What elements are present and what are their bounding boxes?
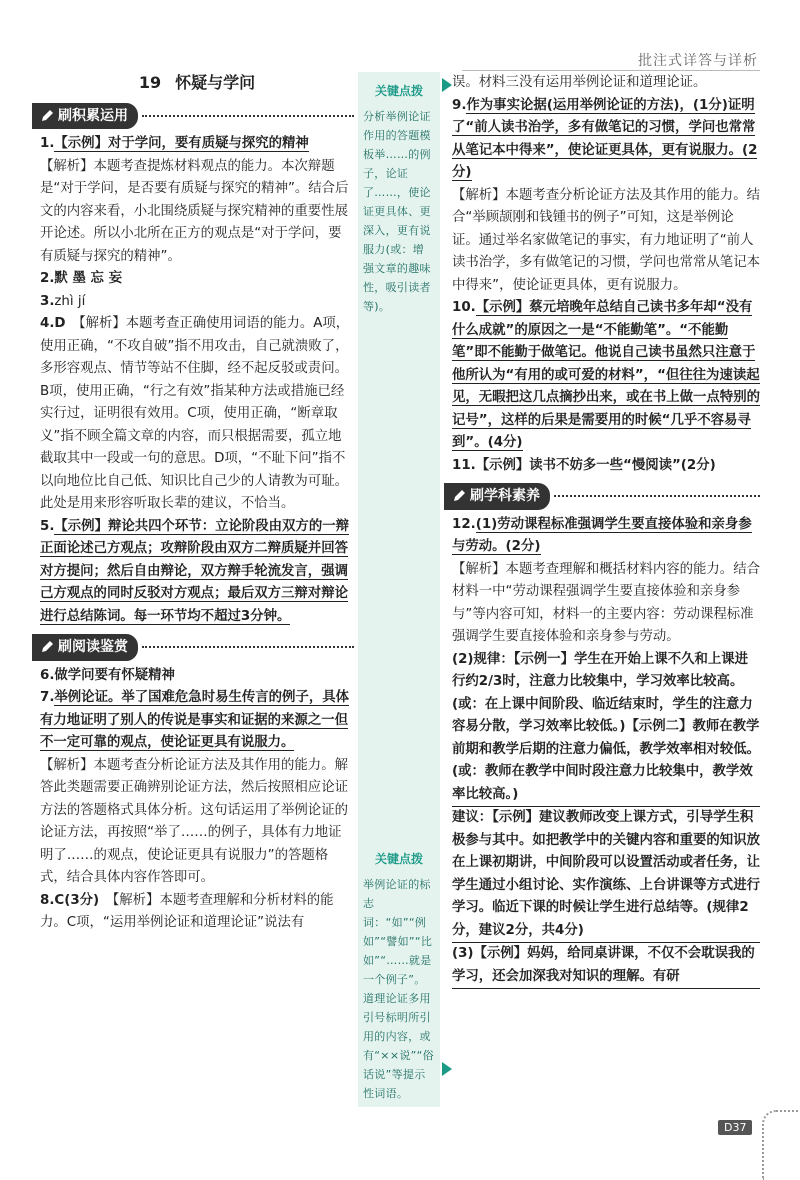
lesson-title: 怀疑与学问 [175, 73, 256, 92]
tip-1-body: 分析举例论证作用的答题模板举……的例子，论证了……，使论证更具体、更深入，更有说服力(或：增强文章的趣味性，吸引读者等)。 [363, 109, 431, 313]
q12-part1: 12.(1)劳动课程标准强调学生要直接体验和亲身参与劳动。(2分) [452, 516, 752, 554]
q1-analysis: 【解析】本题考查提炼材料观点的能力。本次辩题是“对于学问，是否要有质疑与探究的精神”。结合后文的内容来看，小北围绕质疑与探究精神的重要性展开论述。所以小北所在正方的观点是“对于学问，要有质疑与探究的精神”。 [40, 158, 349, 264]
q9-analysis: 【解析】本题考查分析论证方法及其作用的能力。结合“举顾颉刚和钱锺书的例子”可知，这是举例论证。通过举名家做笔记的事实，有力地证明了“前人读书治学，多有做笔记的习惯，学问也常常从笔记本中得来”，使论证更具体，更有说服力。 [452, 187, 760, 293]
q10: 10.【示例】蔡元培晚年总结自己读书多年却“没有什么成就”的原因之一是“不能勤笔”。“不能勤笔”即不能勤于做笔记。他说自己读书虽然只注意于他所认为“有用的或可爱的材料”，“但往往为速读起见，无暇把这几点摘抄出来，或在书上做一点特别的记号”，这样的后果是需要用的时候“几乎不容易寻到”。(4分) [452, 300, 760, 450]
q12-part1-analysis: 【解析】本题考查理解和概括材料内容的能力。结合材料一中“劳动课程强调学生要直接体验和亲身参与”等内容可知，材料一的主要内容：劳动课程标准强调学生要直接体验和亲身参与劳动。 [452, 561, 760, 644]
tip-1 [358, 80, 440, 316]
right-column [452, 72, 760, 989]
section-dots [554, 495, 760, 497]
tip-2 [358, 840, 440, 1103]
q7: 7.举例论证。举了国难危急时易生传言的例子，具体有力地证明了别人的传说是事实和证据的来源之一但不一定可靠的观点，使论证更具有说服力。 [40, 690, 349, 750]
section-dots [142, 115, 354, 117]
section-label: 刷积累运用 [32, 103, 138, 130]
q5: 5.【示例】辩论共四个环节：立论阶段由双方的一辩正面论述己方观点；攻辩阶段由双方二辩质疑并回答对方提问；然后自由辩论，双方辩手轮流发言，强调己方观点的同时反驳对方观点；最后双方三辩对辩论进行总结陈词。每一环节均不超过3分钟。 [40, 518, 349, 624]
tip-arrow-icon [442, 78, 452, 92]
q8-continued: 误。材料三没有运用举例论证和道理论证。 [452, 75, 707, 90]
tip-arrow-icon [442, 1062, 452, 1076]
section-label: 刷阅读鉴赏 [32, 634, 138, 661]
section-header-literacy [444, 483, 760, 510]
header-divider [462, 70, 760, 71]
tip-1-title: 关键点拨 [374, 84, 423, 98]
left-column [40, 72, 354, 935]
lesson-number: 19 [138, 73, 162, 92]
q2: 2.默 墨 忘 妄 [40, 271, 122, 286]
q3: 3.zhì jí [40, 293, 86, 309]
page-title [40, 72, 354, 95]
pencil-icon [40, 109, 54, 123]
page-number: D37 [718, 1120, 752, 1135]
q12-part2: (2)规律：【示例一】学生在开始上课不久和上课进行约2/3时，注意力比较集中，学习效率比较高。(或：在上课中间阶段、临近结束时，学生的注意力容易分散，学习效率比较低。)【示例二】教师在教学前期和教学后期的注意力偏低，教学效率相对较低。(或：教师在教学中间时段注意力比较集中，教学效率比较高。) [452, 649, 760, 808]
tip-2-title: 关键点拨 [374, 852, 423, 866]
q7-analysis: 【解析】本题考查分析论证方法及其作用的能力。解答此类题需要正确辨别论证方法，然后按照相应论证方法的答题格式具体分析。这句话运用了举例论证的论证方法，再按照“举了……的例子，具体有力地证明了……的观点，使论证更具有说服力”的答题格式，结合具体内容作答即可。 [40, 757, 348, 885]
section-header-accumulate [32, 103, 354, 130]
q1: 1.【示例】对于学问，要有质疑与探究的精神 [40, 136, 309, 151]
tip-2-body: 举例论证的标志词：“如”“例如”“譬如”“比如”“……就是一个例子”。道理论证多用引号标明所引用的内容，或有“××说”“俗话说”等提示性词语。 [363, 877, 434, 1100]
q6: 6.做学问要有怀疑精神 [40, 667, 175, 683]
pencil-icon [452, 489, 466, 503]
section-header-reading [32, 634, 354, 661]
q4: 4.D 【解析】本题考查正确使用词语的能力。A项，使用正确，“不攻自破”指不用攻击，自己就溃败了，多形容观点、情节等站不住脚，经不起反驳或责问。B项，使用正确，“行之有效”指某种方法或措施已经实行过，证明很有效用。C项，使用正确，“断章取义”指不顾全篇文章的内容，而只根据需要，孤立地截取其中一段或一句的意思。D项，“不耻下问”指不以向地位比自己低、知识比自己少的人请教为可耻。此处是用来形容听取长辈的建议，不恰当。 [40, 316, 350, 511]
section-label: 刷学科素养 [444, 483, 550, 510]
q8: 8.C(3分) 【解析】本题考查理解和分析材料的能力。C项，“运用举例论证和道理论证”说法有 [40, 892, 334, 930]
pencil-icon [40, 640, 54, 654]
header-right-title: 批注式详答与详析 [638, 53, 758, 69]
tips-column [358, 72, 440, 1107]
corner-decoration [762, 1110, 800, 1180]
q12-part2-suggestion: 建议：【示例】建议教师改变上课方式，引导学生积极参与其中。如把教学中的关键内容和重要的知识放在上课初期讲，中间阶段可以设置活动或者任务，让学生通过小组讨论、实作演练、上台讲课等方式进行学习。临近下课的时候让学生进行总结等。(规律2分，建议2分，共4分) [452, 807, 760, 943]
section-dots [142, 646, 354, 648]
q11: 11.【示例】读书不妨多一些“慢阅读”(2分) [452, 457, 716, 473]
q9: 9.作为事实论据(运用举例论证的方法)，(1分)证明了“前人读书治学，多有做笔记的习惯，学问也常常从笔记本中得来”，使论证更具体，更有说服力。(2分) [452, 97, 758, 180]
q12-part3: (3)【示例】妈妈，给同桌讲课，不仅不会耽误我的学习，还会加深我对知识的理解。有研 [452, 943, 760, 989]
